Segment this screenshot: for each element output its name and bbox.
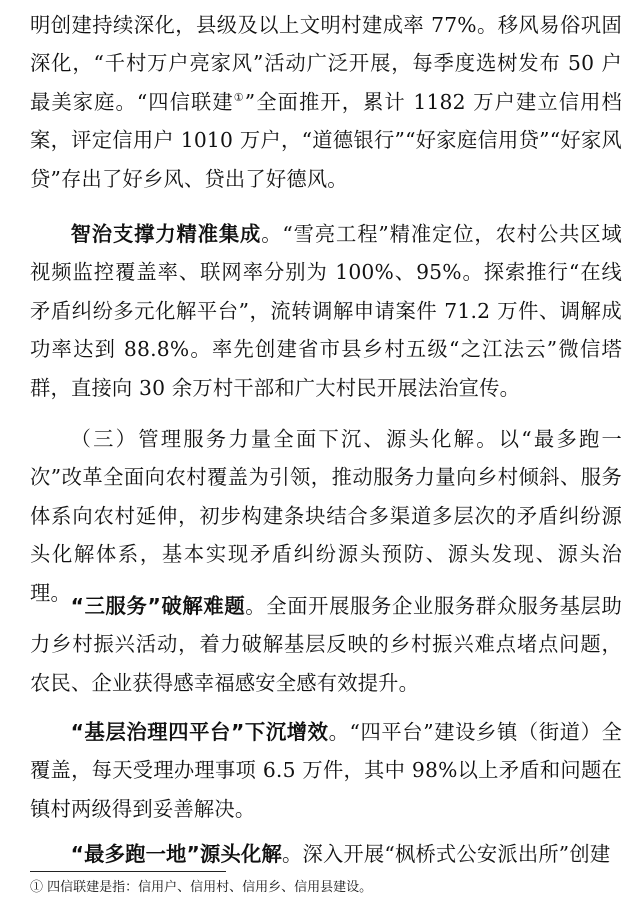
paragraph-text: 明创建持续深化，县级及以上文明村建成率 77%。移风易俗巩固深化，“千村万户亮家风”活动广泛开展，每季度选树发布 50 户最美家庭。“四信联建 bbox=[30, 13, 622, 114]
paragraph-one-place bbox=[30, 835, 622, 873]
footnote-divider bbox=[30, 871, 226, 872]
footnote bbox=[30, 878, 372, 898]
paragraph-lead-heading: “基层治理四平台”下沉增效 bbox=[70, 720, 329, 744]
paragraph-four-platforms bbox=[30, 713, 622, 828]
paragraph-text: （三）管理服务力量全面下沉、源头化解。以“最多跑一次”改革全面向农村覆盖为引领，推动服务力量向乡村倾斜、服务体系向农村延伸，初步构建条块结合多渠道多层次的矛盾纠纷源头化解体系，基本实现矛盾纠纷源头预防、源头发现、源头治理。 bbox=[30, 427, 622, 605]
paragraph-text: 。深入开展“枫桥式公安派出所”创建 bbox=[281, 842, 611, 866]
paragraph-smart-governance bbox=[30, 215, 622, 407]
paragraph-three-services bbox=[30, 587, 622, 702]
footnote-text: ① 四信联建是指：信用户、信用村、信用乡、信用县建设。 bbox=[30, 880, 373, 895]
paragraph-lead-heading: 智治支撑力精准集成 bbox=[70, 222, 262, 246]
paragraph-civilization bbox=[30, 6, 622, 198]
paragraph-text: 。“四平台”建设乡镇（街道）全覆盖，每天受理办理事项 6.5 万件，其中 98%以上矛盾和问题在镇村两级得到妥善解决。 bbox=[30, 720, 622, 821]
paragraph-text-continued: ”全面推开，累计 1182 万户建立信用档案，评定信用户 1010 万户，“道德银行”“好家庭信用贷”“好家风贷”存出了好乡风、贷出了好德风。 bbox=[30, 89, 622, 191]
paragraph-lead-heading: “最多跑一地”源头化解 bbox=[70, 842, 282, 866]
paragraph-lead-heading: “三服务”破解难题 bbox=[70, 594, 246, 618]
paragraph-text: 。全面开展服务企业服务群众服务基层助力乡村振兴活动，着力破解基层反映的乡村振兴难点堵点问题，农民、企业获得感幸福感安全感有效提升。 bbox=[30, 594, 622, 695]
section-heading-paragraph bbox=[30, 420, 622, 612]
footnote-marker[interactable]: ① bbox=[233, 91, 245, 105]
paragraph-text: 。“雪亮工程”精准定位，农村公共区域视频监控覆盖率、联网率分别为 100%、95%。探索推行“在线矛盾纠纷多元化解平台”，流转调解申请案件 71.2 万件、调解成功率达到 88.8%。率先创建省市县乡村五级“之江法云”微信塔群，直接向 30 余万村干部和广大村民开展法治宣传。 bbox=[30, 222, 622, 400]
